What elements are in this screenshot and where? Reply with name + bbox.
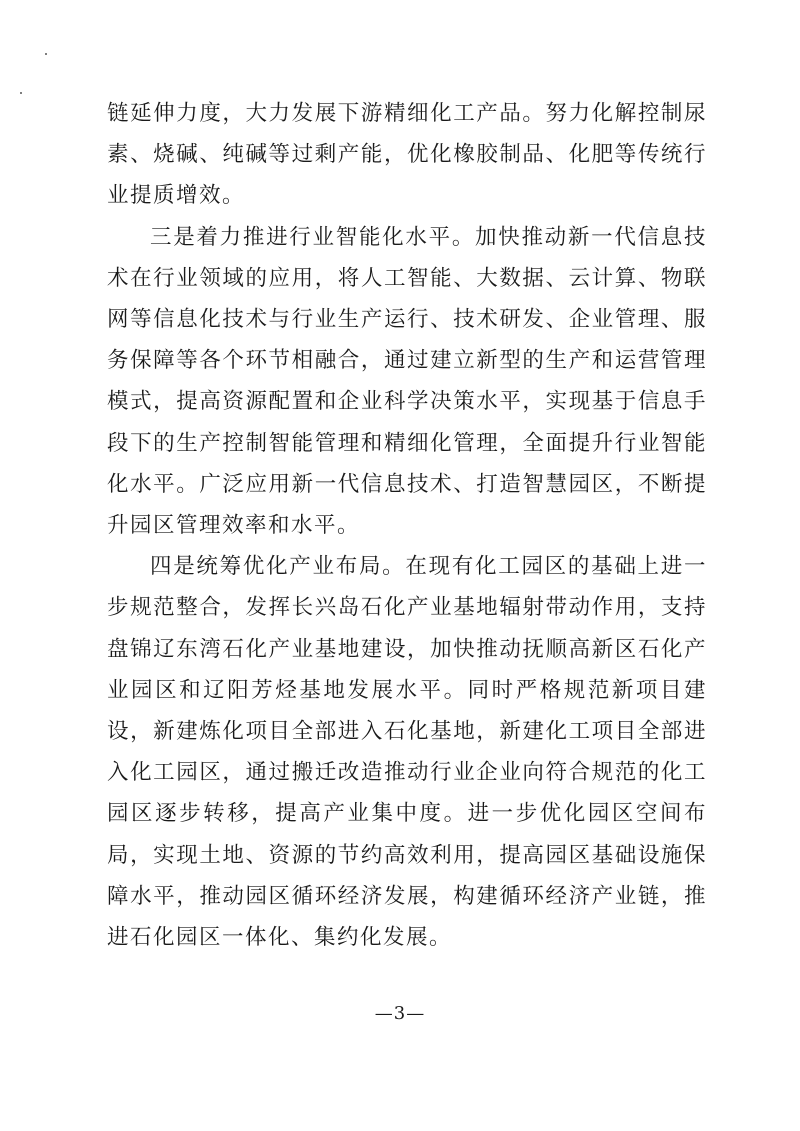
paragraph-industrial-layout: 四是统筹优化产业布局。在现有化工园区的基础上进一步规范整合，发挥长兴岛石化产业基地辐射带动作用，支持盘锦辽东湾石化产业基地建设，加快推动抚顺高新区石化产业园区和辽阳芳烃基地发展水平。同时严格规范新项目建设，新建炼化项目全部进入石化基地，新建化工项目全部进入化工园区，通过搬迁改造推动行业企业向符合规范的化工园区逐步转移，提高产业集中度。进一步优化园区空间布局，实现土地、资源的节约高效利用，提高园区基础设施保障水平，推动园区循环经济发展，构建循环经济产业链，推进石化园区一体化、集约化发展。 [107,554,707,951]
body-text [107,93,707,958]
paragraph-continuation: 链延伸力度，大力发展下游精细化工产品。努力化解控制尿素、烧碱、纯碱等过剩产能，优化橡胶制品、化肥等传统行业提质增效。 [107,101,707,209]
scan-speck [45,53,47,55]
page-number: —3— [374,1003,426,1024]
paragraph-intelligent-level: 三是着力推进行业智能化水平。加快推动新一代信息技术在行业领域的应用，将人工智能、大数据、云计算、物联网等信息化技术与行业生产运行、技术研发、企业管理、服务保障等各个环节相融合，通过建立新型的生产和运营管理模式，提高资源配置和企业科学决策水平，实现基于信息手段下的生产控制智能管理和精细化管理，全面提升行业智能化水平。广泛应用新一代信息技术、打造智慧园区，不断提升园区管理效率和水平。 [107,224,707,539]
scan-speck [20,92,22,94]
